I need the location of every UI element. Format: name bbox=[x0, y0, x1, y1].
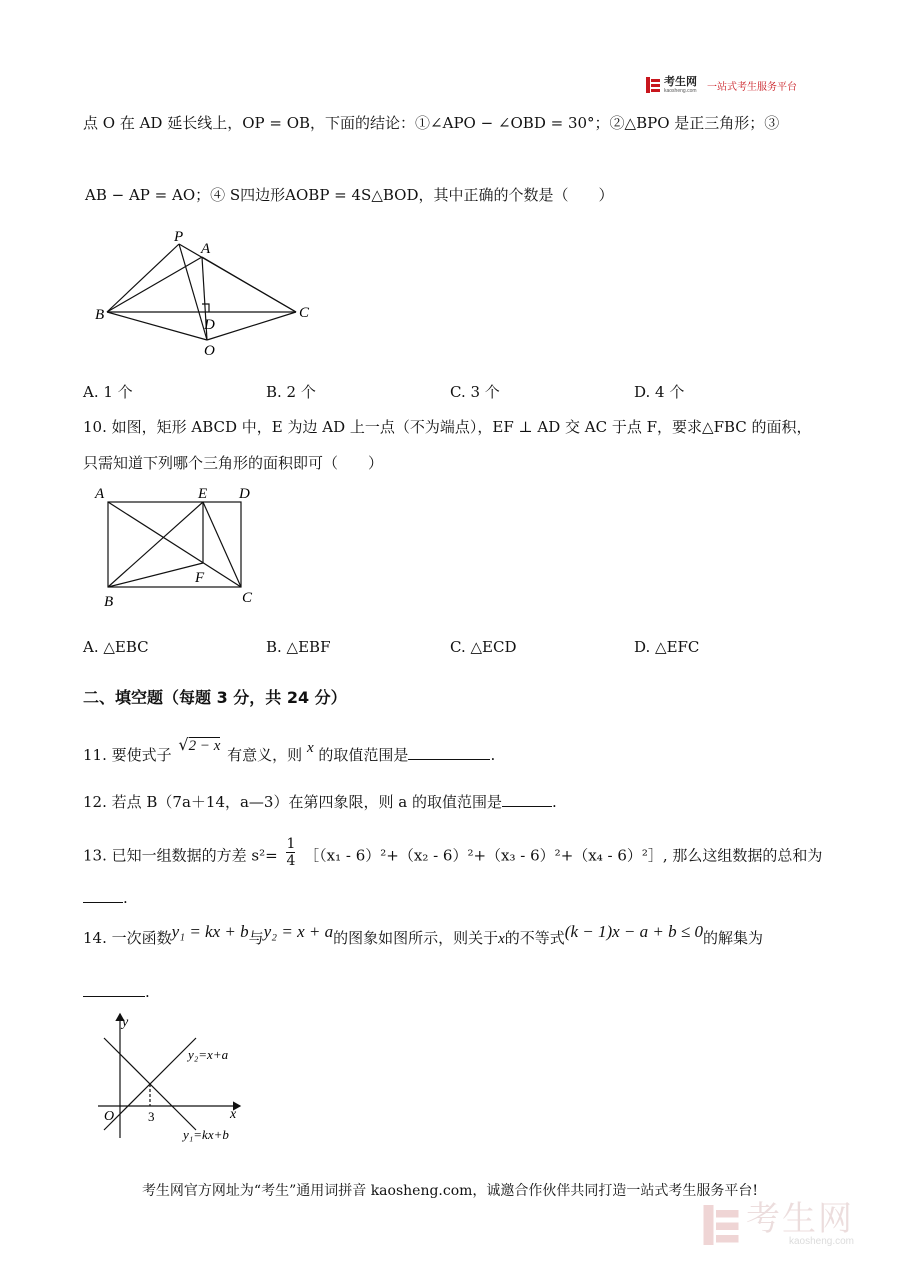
label-p: P bbox=[174, 229, 184, 245]
label-c: C bbox=[242, 590, 253, 606]
q9-line2: AB − AP = AO；④ S四边形AOBP = 4S△BOD，其中正确的个数是（ ） bbox=[85, 186, 614, 204]
q14-graph bbox=[88, 1008, 268, 1148]
q14-f2: y₂ = x + a bbox=[263, 922, 334, 941]
q11-suffix: 的取值范围是 bbox=[318, 746, 409, 764]
q10-line2: 只需知道下列哪个三角形的面积即可（ ） bbox=[83, 454, 384, 472]
q9-figure bbox=[88, 224, 328, 364]
q11-end: . bbox=[490, 746, 496, 764]
q10-figure bbox=[88, 480, 268, 614]
seg-ab bbox=[107, 257, 202, 312]
q10-option-a: A. △EBC bbox=[83, 638, 149, 656]
label-f: F bbox=[195, 570, 205, 586]
q9-option-b: B. 2 个 bbox=[266, 383, 316, 401]
label-y1: y₁=kx+b bbox=[183, 1127, 229, 1142]
q10-line1: 10. 如图，矩形 ABCD 中，E 为边 AD 上一点（不为端点），EF ⊥ AD 交 AC 于点 F，要求△FBC 的面积， bbox=[83, 418, 812, 436]
label-b: B bbox=[104, 594, 114, 610]
brand-logo-icon bbox=[646, 77, 660, 93]
watermark bbox=[702, 1199, 854, 1247]
brand-url: kaosheng.com bbox=[664, 87, 697, 94]
q12 bbox=[83, 792, 557, 812]
label-y: y bbox=[122, 1015, 129, 1030]
q11 bbox=[83, 735, 496, 766]
q11-answer-blank[interactable] bbox=[408, 745, 490, 760]
q11-radicand: 2 − x bbox=[188, 738, 221, 754]
seg-eb bbox=[108, 502, 203, 587]
q11-prefix: 11. 要使式子 bbox=[83, 746, 172, 764]
label-d: D bbox=[204, 317, 215, 333]
q14 bbox=[83, 922, 763, 949]
q13-frac-den: 4 bbox=[286, 853, 296, 869]
q9-option-d: D. 4 个 bbox=[634, 383, 685, 401]
label-b: B bbox=[95, 307, 105, 323]
q13-answer-blank[interactable] bbox=[83, 888, 123, 903]
q14-inequality: (k − 1)x − a + b ≤ 0 bbox=[564, 922, 703, 941]
q11-radical: √2 − x bbox=[178, 735, 221, 754]
q9-option-a: A. 1 个 bbox=[83, 383, 133, 401]
q12-text: 12. 若点 B（7a＋14，a—3）在第四象限，则 a 的取值范围是 bbox=[83, 793, 502, 811]
q14-f1: y₁ = kx + b bbox=[171, 922, 249, 941]
section-title: 二、填空题（每题 3 分，共 24 分） bbox=[83, 688, 347, 707]
seg-pb bbox=[107, 244, 179, 312]
q14-answer-blank[interactable] bbox=[83, 982, 145, 997]
q13-fraction bbox=[286, 836, 295, 869]
q14-end: . bbox=[145, 983, 150, 1001]
q11-mid: 有意义，则 bbox=[227, 746, 303, 764]
q14-var: x bbox=[498, 931, 505, 947]
q10-option-c: C. △ECD bbox=[450, 638, 517, 656]
q13-formula: ［（x₁ - 6）²+（x₂ - 6）²+（x₃ - 6）²+（x₄ - 6）²］, 那么这组数据的总和为 bbox=[304, 846, 823, 865]
label-a: A bbox=[95, 486, 105, 502]
watermark-logo-icon bbox=[702, 1205, 740, 1245]
q9-option-c: C. 3 个 bbox=[450, 383, 500, 401]
label-d: D bbox=[239, 486, 250, 502]
label-three: 3 bbox=[148, 1109, 155, 1124]
q11-var: x bbox=[306, 740, 314, 756]
q13-end: . bbox=[123, 889, 128, 907]
seg-ac bbox=[202, 257, 296, 312]
q9-line1: 点 O 在 AD 延长线上，OP = OB，下面的结论：①∠APO − ∠OBD = 30°；②△BPO 是正三角形；③ bbox=[83, 114, 780, 132]
q13-prefix: 13. 已知一组数据的方差 s²= bbox=[83, 846, 278, 865]
q13-answer bbox=[83, 888, 128, 908]
q12-answer-blank[interactable] bbox=[502, 792, 552, 807]
label-e: E bbox=[198, 486, 208, 502]
brand-name: 考生网 bbox=[664, 75, 697, 88]
label-x: x bbox=[230, 1107, 237, 1122]
label-c: C bbox=[299, 305, 310, 321]
seg-co bbox=[207, 312, 296, 340]
seg-bo bbox=[107, 312, 207, 340]
q14-mid2: 的图象如图所示，则关于 bbox=[333, 929, 499, 947]
q14-mid3: 的不等式 bbox=[504, 929, 565, 947]
q10-option-d: D. △EFC bbox=[634, 638, 700, 656]
label-a: A bbox=[201, 241, 211, 257]
q14-prefix: 14. 一次函数 bbox=[83, 929, 172, 947]
label-origin: O bbox=[104, 1109, 115, 1124]
q13 bbox=[83, 836, 823, 873]
q10-option-b: B. △EBF bbox=[266, 638, 331, 656]
watermark-url: kaosheng.com bbox=[788, 1236, 854, 1247]
q13-frac-num: 1 bbox=[286, 836, 296, 852]
q14-mid1: 与 bbox=[248, 929, 264, 947]
q14-answer bbox=[83, 982, 150, 1002]
seg-ac bbox=[108, 502, 241, 587]
label-y2: y₂=x+a bbox=[188, 1047, 229, 1062]
footer-text: 考生网官方网址为“考生”通用词拼音 kaosheng.com，诚邀合作伙伴共同打造一站式考生服务平台! bbox=[141, 1183, 759, 1199]
q12-end: . bbox=[551, 793, 557, 811]
header-brand bbox=[646, 74, 797, 96]
watermark-name: 考生网 bbox=[746, 1199, 854, 1239]
q14-suffix: 的解集为 bbox=[702, 929, 763, 947]
brand-slogan: 一站式考生服务平台 bbox=[707, 81, 797, 93]
label-o: O bbox=[204, 343, 215, 359]
